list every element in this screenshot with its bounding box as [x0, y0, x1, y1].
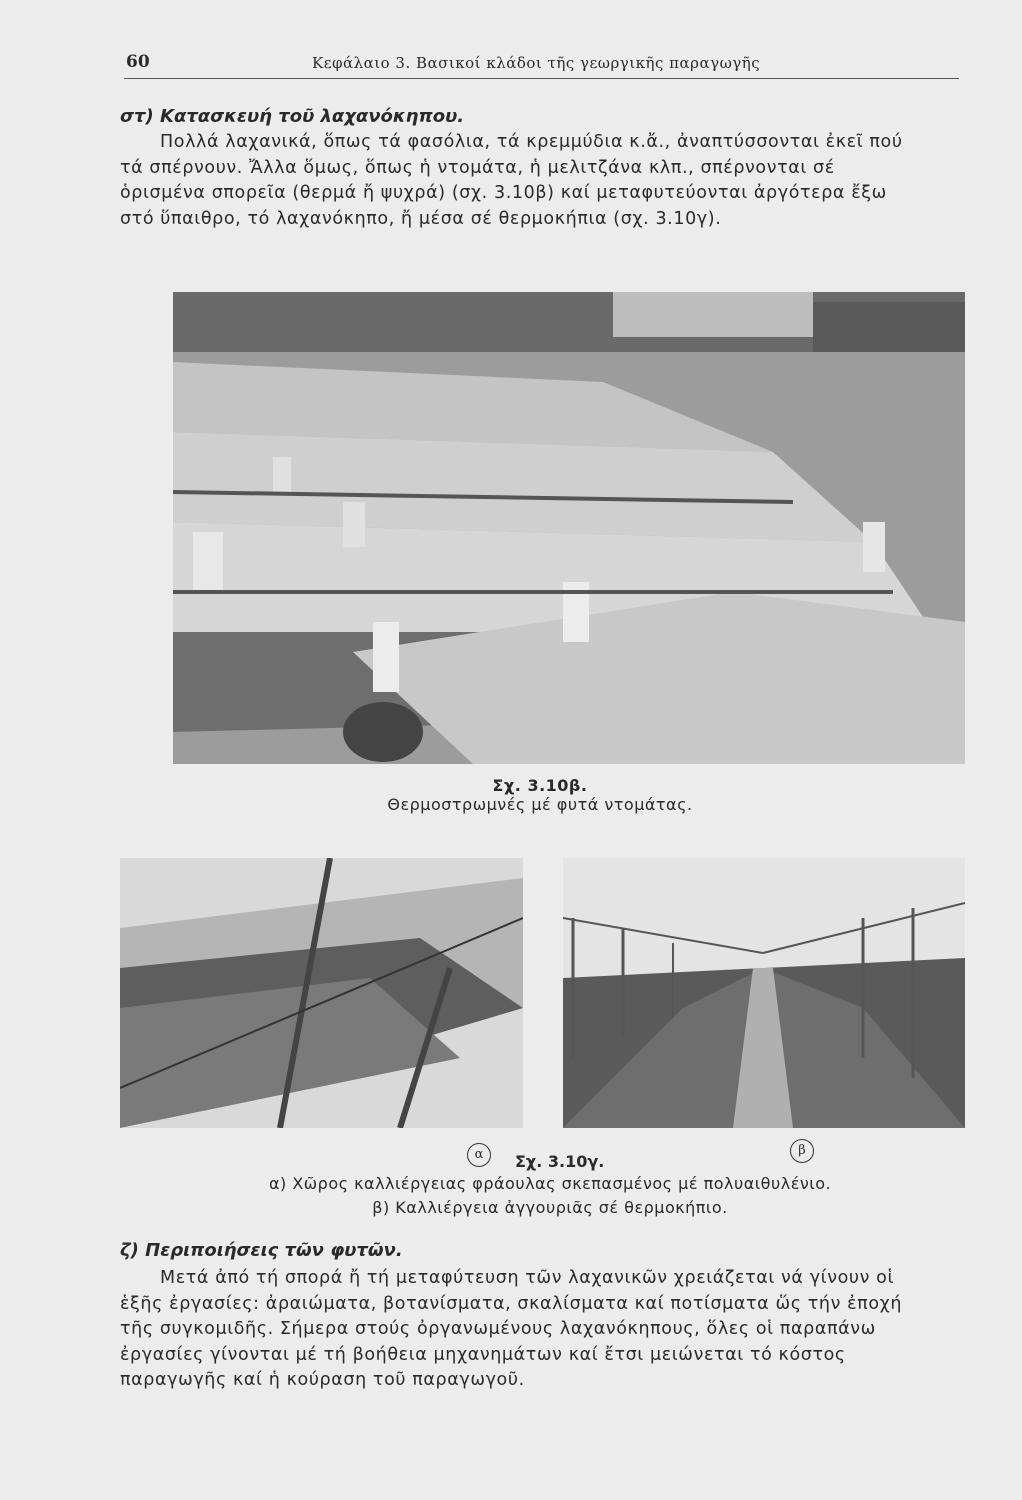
strawberry-tunnel-photo [120, 858, 523, 1128]
paragraph-line: ἐργασίες γίνονται μέ τή βοήθεια μηχανημάτων καί ἔτσι μειώνεται τό κόστος [120, 1344, 846, 1365]
paragraph-line: στό ὕπαιθρο, τό λαχανόκηπο, ἤ μέσα σέ θερμοκήπια (σχ. 3.10γ). [120, 208, 722, 229]
hotbeds-photo [173, 292, 965, 764]
paragraph-line: παραγωγῆς καί ἡ κούραση τοῦ παραγωγοῦ. [120, 1370, 525, 1390]
section-heading-care: ζ) Περιποιήσεις τῶν φυτῶν. [120, 1240, 403, 1261]
label-b-circle: β [790, 1139, 814, 1163]
paragraph-line: ἑξῆς ἐργασίες: ἀραιώματα, βοτανίσματα, σκαλίσματα καί ποτίσματα ὥς τήν ἐποχή [120, 1293, 903, 1314]
paragraph-line: ὁρισμένα σπορεῖα (θερμά ἤ ψυχρά) (σχ. 3.10β) καί μεταφυτεύονται ἀργότερα ἔξω [120, 183, 887, 203]
paragraph-line: τῆς συγκομιδῆς. Σήμερα στούς ὀργανωμένους λαχανόκηπους, ὅλες οἱ παραπάνω [120, 1319, 876, 1339]
figure-b-caption-block [360, 776, 720, 814]
paragraph-line: Πολλά λαχανικά, ὅπως τά φασόλια, τά κρεμμύδια κ.ἄ., ἀναπτύσσονται ἐκεῖ πού [160, 132, 903, 152]
paragraph-construction [120, 130, 970, 232]
paragraph-line: Μετά ἀπό τή σπορά ἤ τή μεταφύτευση τῶν λαχανικῶν χρειάζεται νά γίνουν οἱ [160, 1268, 894, 1288]
cucumber-greenhouse-photo [563, 858, 965, 1128]
paragraph-line: τά σπέρνουν. Ἄλλα ὅμως, ὅπως ἡ ντομάτα, ἡ μελιτζάνα κλπ., σπέρνονται σέ [120, 157, 835, 178]
figure-g-caption-a: α) Χῶρος καλλιέργειας φράουλας σκεπασμένος μέ πολυαιθυλένιο. [268, 1174, 832, 1193]
header-divider [124, 78, 959, 79]
figure-g-caption-b: β) Καλλιέργεια ἀγγουριᾶς σέ θερμοκήπιο. [372, 1198, 728, 1217]
figure-b-number: Σχ. 3.10β. [492, 776, 588, 795]
section-heading-construction: στ) Κατασκευή τοῦ λαχανόκηπου. [120, 106, 465, 127]
page-number: 60 [126, 52, 150, 72]
figure-b-caption: Θερμοστρωμνές μέ φυτά ντομάτας. [387, 795, 693, 814]
label-a-circle: α [467, 1143, 491, 1167]
chapter-title: Κεφάλαιο 3. Βασικοί κλάδοι τῆς γεωργικῆς παραγωγῆς [312, 54, 761, 72]
figure-g-number: Σχ. 3.10γ. [515, 1152, 605, 1171]
paragraph-care [120, 1266, 970, 1394]
